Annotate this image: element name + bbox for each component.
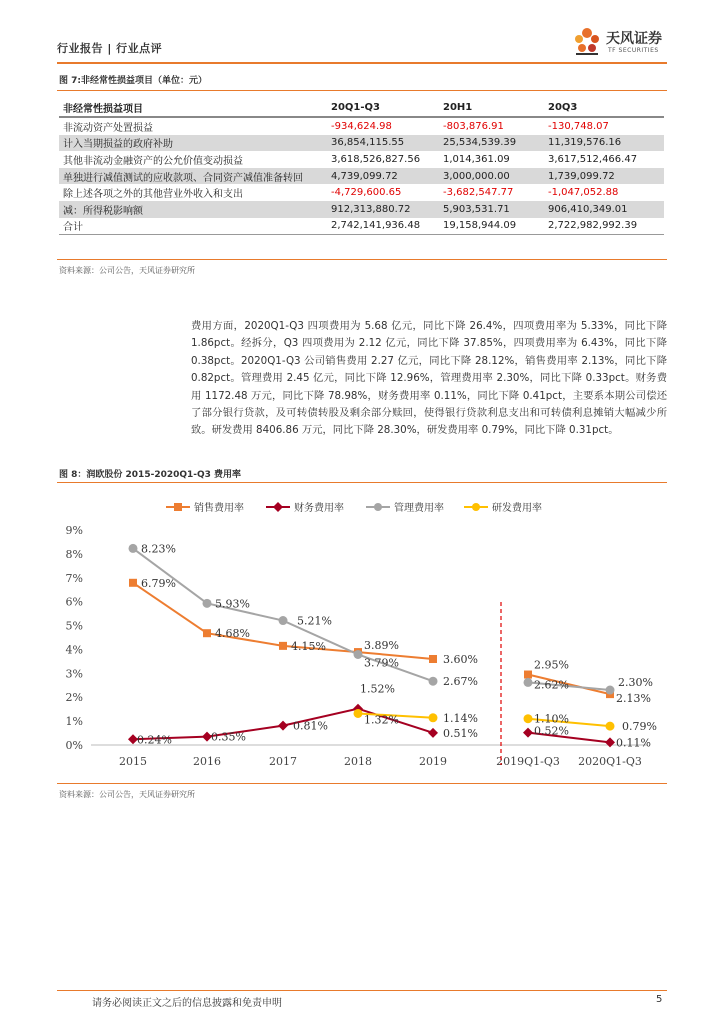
table-cell: 906,410,349.01 xyxy=(544,201,664,218)
y-tick-label: 0% xyxy=(65,739,83,752)
data-label: 1.10% xyxy=(534,712,569,726)
table-cell: 1,739,099.72 xyxy=(544,168,664,185)
table-cell: 减：所得税影响额 xyxy=(59,201,327,218)
table-row xyxy=(59,184,664,201)
table-row xyxy=(59,168,664,185)
table-row xyxy=(59,117,664,135)
table-cell: -1,047,052.88 xyxy=(548,187,619,199)
table-cell: 非流动资产处置损益 xyxy=(63,122,153,134)
data-label: 1.32% xyxy=(364,713,399,727)
legend-label: 研发费用率 xyxy=(492,503,542,514)
y-tick-label: 2% xyxy=(65,691,83,705)
data-label: 3.79% xyxy=(364,656,399,670)
data-label: 8.23% xyxy=(141,542,176,556)
table-cell: 单独进行减值测试的应收款项、合同资产减值准备转回 xyxy=(59,168,327,185)
data-point-sales xyxy=(429,655,437,663)
data-label: 3.89% xyxy=(364,639,399,653)
table-cell: 36,854,115.55 xyxy=(327,135,439,152)
table-cell: 5,903,531.71 xyxy=(439,201,544,218)
data-point-sales xyxy=(129,579,137,587)
data-point-3 xyxy=(354,709,363,718)
legend-item-finance xyxy=(266,499,344,514)
data-label: 0.35% xyxy=(211,730,246,744)
legend-marker-square-icon xyxy=(166,502,190,512)
figure8-source: 资料来源：公司公告，天风证券研究所 xyxy=(59,790,195,799)
table-row xyxy=(59,201,664,218)
y-tick-label: 3% xyxy=(65,667,83,681)
data-point-2 xyxy=(524,678,533,687)
figure7-title: 图 7:非经常性损益项目（单位：元） xyxy=(59,76,207,86)
table-row xyxy=(59,151,664,168)
table-header-cell: 20Q3 xyxy=(544,98,664,117)
legend-label: 销售费用率 xyxy=(194,503,244,514)
data-label: 0.81% xyxy=(293,719,328,733)
table-cell: 3,618,526,827.56 xyxy=(331,153,421,165)
y-tick-label: 1% xyxy=(65,715,83,729)
figure7-source: 资料来源：公司公告，天风证券研究所 xyxy=(59,266,195,275)
table-cell: -934,624.98 xyxy=(331,120,392,132)
table-cell: -130,748.07 xyxy=(548,120,609,132)
data-point-sales xyxy=(203,629,211,637)
x-tick-label: 2015 xyxy=(119,755,147,768)
figure7-title-rule xyxy=(57,90,667,91)
table-header-row xyxy=(59,98,664,117)
data-label: 5.21% xyxy=(297,614,332,628)
data-label: 2.13% xyxy=(616,692,651,706)
y-tick-label: 6% xyxy=(65,595,83,609)
figure8-title: 图 8：润欧股份 2015-2020Q1-Q3 费用率 xyxy=(59,470,242,480)
data-label: 2.62% xyxy=(534,678,569,692)
table-cell: 3,617,512,466.47 xyxy=(548,153,638,165)
legend-item-admin xyxy=(366,499,444,514)
data-label: 0.79% xyxy=(622,720,657,734)
expense-analysis-paragraph: 费用方面，2020Q1-Q3 四项费用为 5.68 亿元，同比下降 26.4%，四项费用率为 5.33%，同比下降 1.86pct。经拆分，Q3 四项费用为 2.12 亿元，同比下降 37.85%，四项费用率为 6.43%，同比下降 0.38pct。2020Q1-Q3 公司销售费用 2.27 亿元，同比下降 28.12%，销售费用率 2.13%，同比下降 0.82pct。管理费用 2.45 亿元，同比下降 12.96%，管理费用率 2.30%，同比下降 0.33pct。财务费用 1172.48 万元，同比下降 78.98%，财务费用率 0.11%，同比下降 0.41pct，主要系本期公司偿还了部分银行贷款，及可转债转股及剩余部分赎回，使得银行贷款利息支出和可转债利息摊销大幅减少所致。研发费用 8406.86 万元，同比下降 28.30%，研发费用率 0.79%，同比下降 0.31pct。 xyxy=(191,320,667,437)
table-header-cell: 非经常性损益项目 xyxy=(59,98,327,117)
legend-marker-circle-icon xyxy=(464,502,488,512)
table-cell: 1,014,361.09 xyxy=(443,153,510,165)
table-cell: -3,682,547.77 xyxy=(443,187,514,199)
data-point-2 xyxy=(429,677,438,686)
x-tick-label: 2019 xyxy=(419,755,447,768)
table-header-cell: 20H1 xyxy=(439,98,544,117)
data-label: 1.52% xyxy=(360,682,395,696)
expense-ratio-line-chart xyxy=(57,515,667,775)
tf-securities-logo xyxy=(570,24,680,60)
table-cell: 912,313,880.72 xyxy=(327,201,439,218)
data-point-sales xyxy=(279,642,287,650)
report-header-label: 行业报告 | 行业点评 xyxy=(57,42,163,55)
figure7-source-rule xyxy=(57,259,667,260)
data-point-finance xyxy=(278,721,288,731)
data-point-2 xyxy=(279,616,288,625)
table-cell: -803,876.91 xyxy=(443,120,504,132)
footer-divider xyxy=(57,990,667,991)
table-header-cell: 20Q1-Q3 xyxy=(327,98,439,117)
data-point-finance xyxy=(428,728,438,738)
data-point-2 xyxy=(203,599,212,608)
x-tick-label: 2019Q1-Q3 xyxy=(496,755,560,768)
data-label: 2.67% xyxy=(443,675,478,689)
data-point-2 xyxy=(354,650,363,659)
footer-disclaimer: 请务必阅读正文之后的信息披露和免责申明 xyxy=(92,998,282,1009)
data-point-2 xyxy=(606,686,615,695)
data-label: 2.95% xyxy=(534,658,569,672)
table-cell: 其他非流动金融资产的公允价值变动损益 xyxy=(63,155,243,167)
data-label: 3.60% xyxy=(443,653,478,666)
table-cell: 4,739,099.72 xyxy=(327,168,439,185)
table-cell: -4,729,600.65 xyxy=(331,187,402,199)
table-cell: 除上述各项之外的其他营业外收入和支出 xyxy=(63,189,243,201)
data-point-3 xyxy=(606,722,615,731)
header-divider xyxy=(57,62,667,64)
data-label: 4.68% xyxy=(215,627,250,641)
data-label: 0.52% xyxy=(534,724,569,738)
data-label: 6.79% xyxy=(141,576,176,590)
data-point-finance xyxy=(605,737,615,747)
page-number: 5 xyxy=(656,994,663,1005)
table-row xyxy=(59,218,664,235)
table-cell: 合计 xyxy=(59,218,327,235)
y-tick-label: 7% xyxy=(65,571,83,585)
x-tick-label: 2020Q1-Q3 xyxy=(578,755,642,768)
data-point-3 xyxy=(429,713,438,722)
data-label: 0.11% xyxy=(616,736,651,750)
y-tick-label: 5% xyxy=(65,619,83,633)
figure8-title-rule xyxy=(57,482,667,483)
table-row xyxy=(59,135,664,152)
y-tick-label: 9% xyxy=(65,524,83,537)
data-label: 0.51% xyxy=(443,726,478,740)
chart-legend xyxy=(166,499,616,515)
data-point-finance xyxy=(523,728,533,738)
table-cell: 2,742,141,936.48 xyxy=(327,218,439,235)
data-point-sales xyxy=(524,671,532,679)
table-cell: 11,319,576.16 xyxy=(544,135,664,152)
legend-label: 管理费用率 xyxy=(394,503,444,514)
nonrecurring-items-table xyxy=(59,98,664,235)
y-tick-label: 8% xyxy=(65,547,83,561)
table-cell: 25,534,539.39 xyxy=(439,135,544,152)
table-cell: 19,158,944.09 xyxy=(439,218,544,235)
x-tick-label: 2016 xyxy=(193,755,221,768)
logo-text-cn: 天风证券 xyxy=(606,31,662,47)
x-tick-label: 2017 xyxy=(269,755,297,768)
table-cell: 3,000,000.00 xyxy=(439,168,544,185)
x-tick-label: 2018 xyxy=(344,755,372,768)
data-label: 4.15% xyxy=(291,639,326,653)
legend-item-rnd xyxy=(464,499,542,514)
figure8-source-rule xyxy=(57,783,667,784)
logo-flower-icon xyxy=(570,24,604,58)
data-point-3 xyxy=(524,714,533,723)
y-tick-label: 4% xyxy=(65,643,83,657)
legend-marker-diamond-icon xyxy=(266,502,290,512)
data-point-2 xyxy=(129,544,138,553)
legend-marker-circle-icon xyxy=(366,502,390,512)
logo-text-en: TF SECURITIES xyxy=(608,47,659,54)
data-label: 0.24% xyxy=(137,733,172,747)
data-label: 1.14% xyxy=(443,711,478,725)
table-cell: 2,722,982,992.39 xyxy=(544,218,664,235)
data-label: 2.30% xyxy=(618,676,653,690)
legend-label: 财务费用率 xyxy=(294,503,344,514)
legend-item-sales xyxy=(166,499,244,514)
table-cell: 计入当期损益的政府补助 xyxy=(59,135,327,152)
data-label: 5.93% xyxy=(215,597,250,611)
